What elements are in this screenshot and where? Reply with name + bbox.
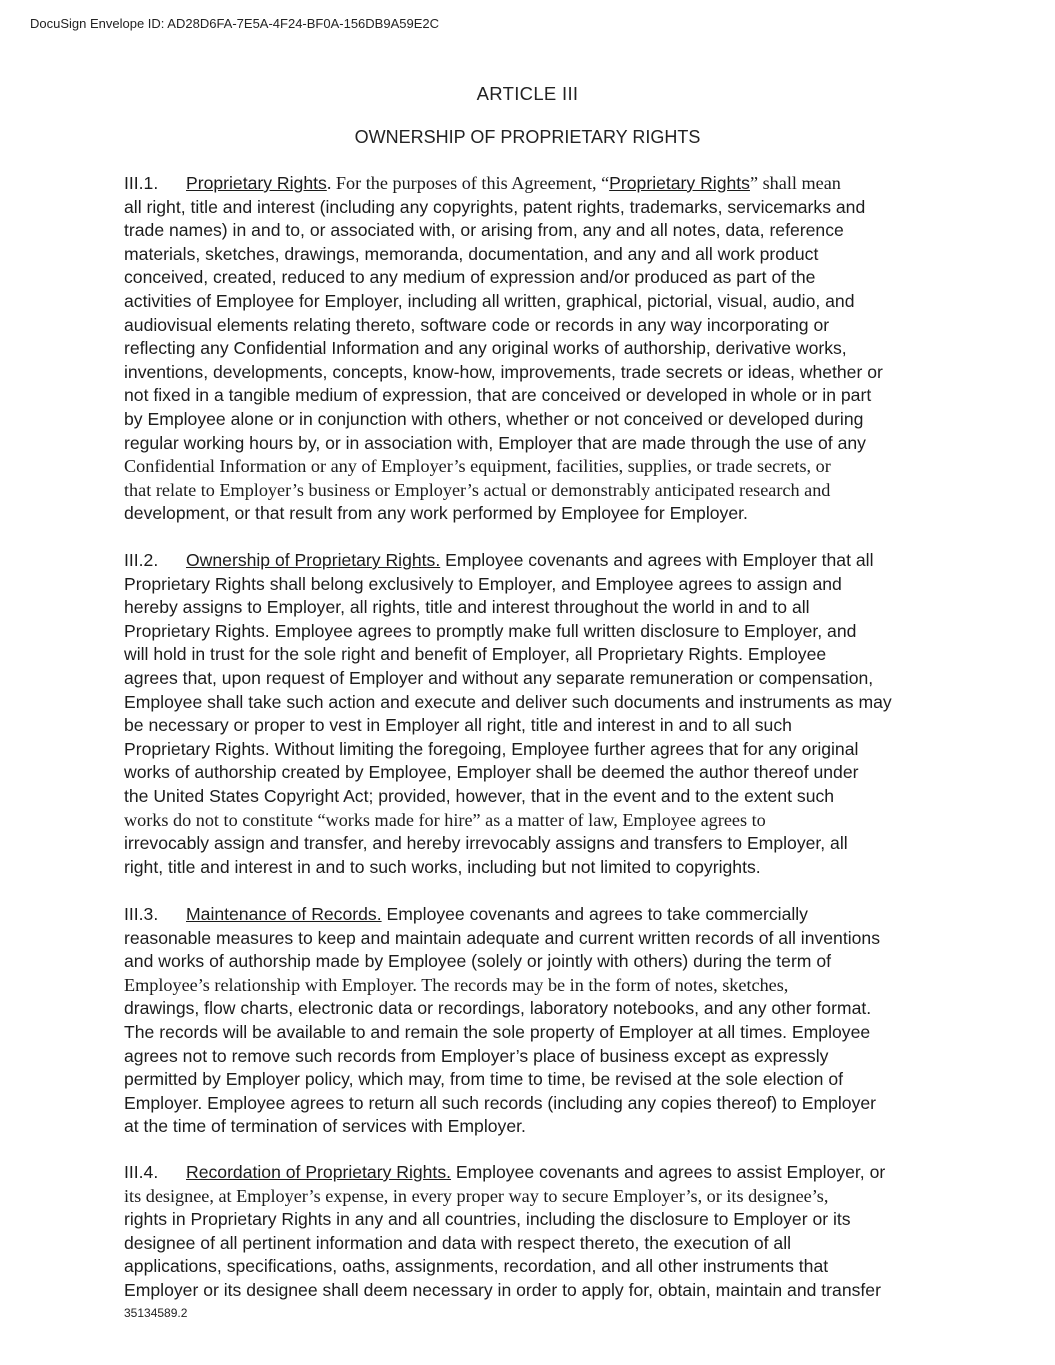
section-line: all right, title and interest (including any copyrights, patent rights, trademarks, servicemarks and	[124, 196, 866, 217]
section-line: agrees that, upon request of Employer and without any separate remuneration or compensation,	[124, 667, 874, 688]
section-line: Employer. Employee agrees to return all such records (including any copies thereof) to Employer	[124, 1092, 877, 1113]
section-line: the United States Copyright Act; provided, however, that in the event and to the extent such	[124, 785, 835, 806]
section-line: not fixed in a tangible medium of expression, that are conceived or developed in whole or in part	[124, 385, 872, 406]
article-subtitle: OWNERSHIP OF PROPRIETARY RIGHTS	[354, 127, 701, 147]
section-first-line	[124, 1161, 936, 1185]
section-number: III.4.	[124, 1162, 159, 1182]
section-line: trade names) in and to, or associated with, or arising from, any and all notes, data, reference	[124, 220, 844, 241]
section-number: III.3.	[124, 904, 159, 924]
section-line: Proprietary Rights. Employee agrees to promptly make full written disclosure to Employer, and	[124, 620, 857, 641]
section-first-line	[124, 172, 936, 196]
section-line: Proprietary Rights. Without limiting the foregoing, Employee further agrees that for any original	[124, 738, 859, 759]
section-heading: Ownership of Proprietary Rights.	[186, 550, 441, 570]
section-heading: Maintenance of Records.	[186, 904, 382, 924]
section-line: inventions, developments, concepts, know-how, improvements, trade secrets or ideas, whether or	[124, 361, 883, 382]
section-line: applications, specifications, oaths, assignments, recordation, and all other instruments that	[124, 1256, 829, 1277]
article-title: ARTICLE III	[476, 83, 579, 104]
docusign-envelope-id: DocuSign Envelope ID: AD28D6FA-7E5A-4F24-BF0A-156DB9A59E2C	[30, 16, 439, 31]
section-line: designee of all pertinent information and data with respect thereto, the execution of all	[124, 1232, 792, 1253]
section-line: irrevocably assign and transfer, and hereby irrevocably assigns and transfers to Employer, all	[124, 833, 848, 854]
section-line: Proprietary Rights shall belong exclusively to Employer, and Employee agrees to assign and	[124, 573, 842, 594]
section-heading: Recordation of Proprietary Rights.	[186, 1162, 452, 1182]
section-line: be necessary or proper to vest in Employer all right, title and interest in and to all such	[124, 715, 792, 736]
document-footer-id: 35134589.2	[124, 1306, 188, 1320]
section-line: regular working hours by, or in association with, Employer that are made through the use of any	[124, 432, 866, 453]
section-line: reflecting any Confidential Information and any original works of authorship, derivative works,	[124, 338, 847, 359]
section-maintenance-of-records	[124, 903, 936, 1139]
section-recordation	[124, 1161, 936, 1303]
section-line: The records will be available to and remain the sole property of Employer at all times. Employee	[124, 1021, 871, 1042]
section-line: right, title and interest in and to such works, including but not limited to copyrights.	[124, 856, 761, 877]
section-line: hereby assigns to Employer, all rights, title and interest throughout the world in and to all	[124, 597, 810, 618]
section-line: that relate to Employer’s business or Employer’s actual or demonstrably anticipated research and	[124, 479, 831, 500]
section-number: III.1.	[124, 173, 159, 193]
defined-term: Proprietary Rights	[609, 173, 750, 193]
section-text: . For the purposes of this Agreement, “	[326, 173, 610, 193]
section-line: rights in Proprietary Rights in any and all countries, including the disclosure to Employer or its	[124, 1209, 851, 1230]
section-line: Confidential Information or any of Employer’s equipment, facilities, supplies, or trade secrets, or	[124, 456, 831, 477]
section-text: Employee covenants and agrees to take commercially	[381, 904, 808, 924]
section-line: works do not to constitute “works made for hire” as a matter of law, Employee agrees to	[124, 809, 766, 830]
section-first-line	[124, 903, 936, 927]
section-line: Employee’s relationship with Employer. The records may be in the form of notes, sketches,	[124, 974, 789, 995]
section-line: audiovisual elements relating thereto, software code or records in any way incorporating or	[124, 314, 830, 335]
section-proprietary-rights	[124, 172, 936, 526]
section-line: development, or that result from any work performed by Employee for Employer.	[124, 503, 748, 524]
section-text: ” shall mean	[749, 173, 841, 193]
section-heading: Proprietary Rights	[186, 173, 327, 193]
section-line: conceived, created, reduced to any medium of expression and/or produced as part of the	[124, 267, 816, 288]
section-ownership	[124, 549, 936, 879]
section-line: works of authorship created by Employee, Employer shall be deemed the author thereof under	[124, 762, 859, 783]
section-line: reasonable measures to keep and maintain adequate and current written records of all inventions	[124, 927, 881, 948]
section-first-line	[124, 549, 936, 573]
section-number: III.2.	[124, 550, 159, 570]
section-line: Employee shall take such action and execute and deliver such documents and instruments as may	[124, 691, 892, 712]
section-line: by Employee alone or in conjunction with others, whether or not conceived or developed during	[124, 408, 864, 429]
section-text: Employee covenants and agrees to assist Employer, or	[451, 1162, 886, 1182]
section-line: activities of Employee for Employer, including all written, graphical, pictorial, visual, audio, and	[124, 290, 855, 311]
section-line: and works of authorship made by Employee (solely or jointly with others) during the term of	[124, 951, 832, 972]
section-line: will hold in trust for the sole right and benefit of Employer, all Proprietary Rights. Employee	[124, 644, 827, 665]
section-line: at the time of termination of services with Employer.	[124, 1116, 526, 1137]
section-line: drawings, flow charts, electronic data or recordings, laboratory notebooks, and any other format.	[124, 998, 872, 1019]
section-line: its designee, at Employer’s expense, in every proper way to secure Employer’s, or its designee’s,	[124, 1185, 829, 1206]
section-line: Employer or its designee shall deem necessary in order to apply for, obtain, maintain and transfer	[124, 1279, 881, 1300]
section-line: permitted by Employer policy, which may, from time to time, be revised at the sole election of	[124, 1069, 844, 1090]
section-line: materials, sketches, drawings, memoranda, documentation, and any and all work product	[124, 243, 819, 264]
section-line: agrees not to remove such records from Employer’s place of business except as expressly	[124, 1045, 829, 1066]
section-text: Employee covenants and agrees with Employer that all	[440, 550, 874, 570]
